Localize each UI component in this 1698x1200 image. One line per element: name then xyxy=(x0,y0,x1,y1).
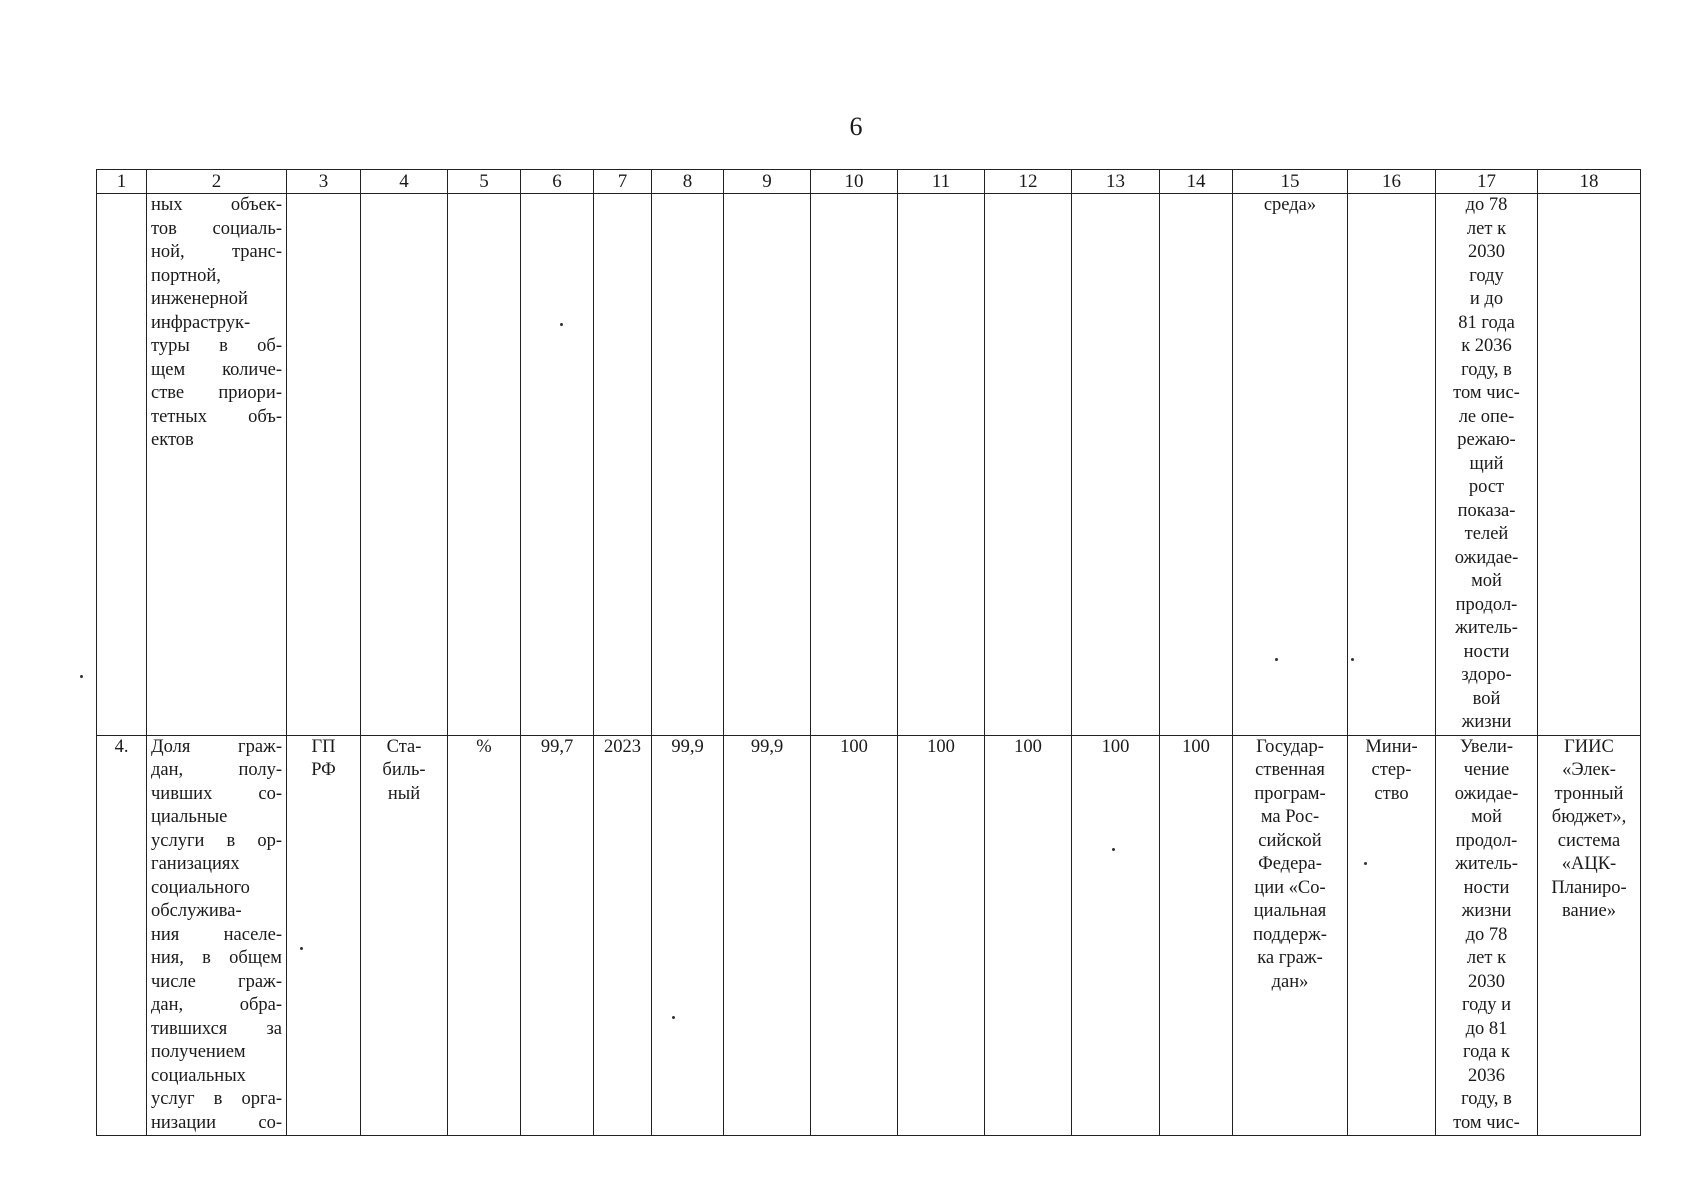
text-line: портной, xyxy=(151,265,221,286)
base-year-cell: 2023 xyxy=(594,735,652,1136)
indicator-name-cell xyxy=(147,194,287,736)
text-line: низации со- xyxy=(151,1112,282,1133)
text-line: туры в об- xyxy=(151,336,282,356)
responsible-cell: Мини- стер- ство xyxy=(1348,735,1436,1136)
text-line: тетных объ- xyxy=(151,406,282,427)
column-number: 10 xyxy=(811,170,898,194)
column-number: 12 xyxy=(985,170,1072,194)
scan-speck xyxy=(1351,658,1354,661)
column-number-row xyxy=(97,170,1641,194)
column-number: 7 xyxy=(594,170,652,194)
value-cell: 99,9 xyxy=(724,735,811,1136)
table-row xyxy=(97,735,1641,1136)
program-cell: среда» xyxy=(1233,194,1348,736)
base-value-cell: 99,7 xyxy=(521,735,594,1136)
text-line: социального xyxy=(151,877,250,898)
empty-cell xyxy=(898,194,985,736)
column-number: 8 xyxy=(652,170,724,194)
text-line: услуги в ор- xyxy=(151,830,282,851)
column-number: 3 xyxy=(287,170,361,194)
text-line: чивших со- xyxy=(151,783,282,804)
empty-cell xyxy=(1072,194,1160,736)
column-number: 9 xyxy=(724,170,811,194)
text-line: тившихся за xyxy=(151,1018,282,1039)
scan-speck xyxy=(300,947,303,950)
column-number: 2 xyxy=(147,170,287,194)
text-line: ных объек- xyxy=(151,195,282,215)
text-line: циальные xyxy=(151,807,228,827)
empty-cell xyxy=(985,194,1072,736)
value-cell: 100 xyxy=(1160,735,1233,1136)
text-line: Доля граж- xyxy=(151,736,282,757)
text-line: ектов xyxy=(151,430,194,450)
scan-speck xyxy=(1275,658,1278,661)
column-number: 1 xyxy=(97,170,147,194)
column-number: 4 xyxy=(361,170,448,194)
text-line: обслужива- xyxy=(151,901,242,921)
column-number: 6 xyxy=(521,170,594,194)
indicator-trend-cell: Ста- биль- ный xyxy=(361,735,448,1136)
text-line: услуг в орга- xyxy=(151,1089,282,1109)
value-cell: 100 xyxy=(985,735,1072,1136)
text-line: социальных xyxy=(151,1065,246,1086)
column-number: 18 xyxy=(1538,170,1641,194)
scan-speck xyxy=(672,1016,675,1019)
empty-cell xyxy=(594,194,652,736)
text-line: ния, в общем xyxy=(151,948,282,968)
value-cell: 100 xyxy=(1072,735,1160,1136)
empty-cell xyxy=(521,194,594,736)
text-line: числе граж- xyxy=(151,971,282,992)
text-line: щем количе- xyxy=(151,359,282,380)
scan-speck xyxy=(1364,862,1367,865)
row-number-cell: 4. xyxy=(97,735,147,1136)
empty-cell xyxy=(287,194,361,736)
empty-cell xyxy=(1348,194,1436,736)
text-line: дан, обра- xyxy=(151,995,282,1015)
empty-cell xyxy=(811,194,898,736)
national-goal-cell: до 78 лет к 2030 году и до 81 года к 2036 году, в том чис- ле опе- режаю- щий рост показа- телей ожидае- мой продол- житель- ности здоро- вой жизни xyxy=(1436,194,1538,736)
national-goal-cell: Увели- чение ожидае- мой продол- житель- ности жизни до 78 лет к 2030 году и до 81 года к 2036 году, в том чис- xyxy=(1436,735,1538,1136)
program-cell: Государ- ственная програм- ма Рос- сийской Федера- ции «Со- циальная поддерж- ка граж- дан» xyxy=(1233,735,1348,1136)
column-number: 16 xyxy=(1348,170,1436,194)
column-number: 5 xyxy=(448,170,521,194)
scan-speck xyxy=(1112,848,1115,851)
value-cell: 100 xyxy=(898,735,985,1136)
text-line: инженерной xyxy=(151,289,248,309)
text-line: стве приори- xyxy=(151,383,282,403)
column-number: 11 xyxy=(898,170,985,194)
empty-cell xyxy=(1538,194,1641,736)
indicator-name-cell xyxy=(147,735,287,1136)
text-line: инфраструк- xyxy=(151,312,251,333)
column-number: 14 xyxy=(1160,170,1233,194)
document-level-cell: ГП РФ xyxy=(287,735,361,1136)
text-line: получением xyxy=(151,1042,246,1062)
scan-speck xyxy=(560,323,563,326)
empty-cell xyxy=(652,194,724,736)
value-cell: 99,9 xyxy=(652,735,724,1136)
text-line: ганизациях xyxy=(151,854,240,874)
column-number: 17 xyxy=(1436,170,1538,194)
empty-cell xyxy=(361,194,448,736)
text-line: ния населе- xyxy=(151,924,282,945)
indicators-table xyxy=(96,169,1641,1136)
text-line: дан, полу- xyxy=(151,760,282,780)
empty-cell xyxy=(724,194,811,736)
column-number: 13 xyxy=(1072,170,1160,194)
table-row xyxy=(97,194,1641,736)
empty-cell xyxy=(448,194,521,736)
empty-cell xyxy=(1160,194,1233,736)
text-line: ной, транс- xyxy=(151,242,282,262)
scan-speck xyxy=(80,675,83,678)
value-cell: 100 xyxy=(811,735,898,1136)
information-system-cell: ГИИС «Элек- тронный бюджет», система «АЦК- Планиро- вание» xyxy=(1538,735,1641,1136)
row-number-cell xyxy=(97,194,147,736)
unit-cell: % xyxy=(448,735,521,1136)
text-line: тов социаль- xyxy=(151,218,282,239)
column-number: 15 xyxy=(1233,170,1348,194)
page-number: 6 xyxy=(849,112,863,141)
